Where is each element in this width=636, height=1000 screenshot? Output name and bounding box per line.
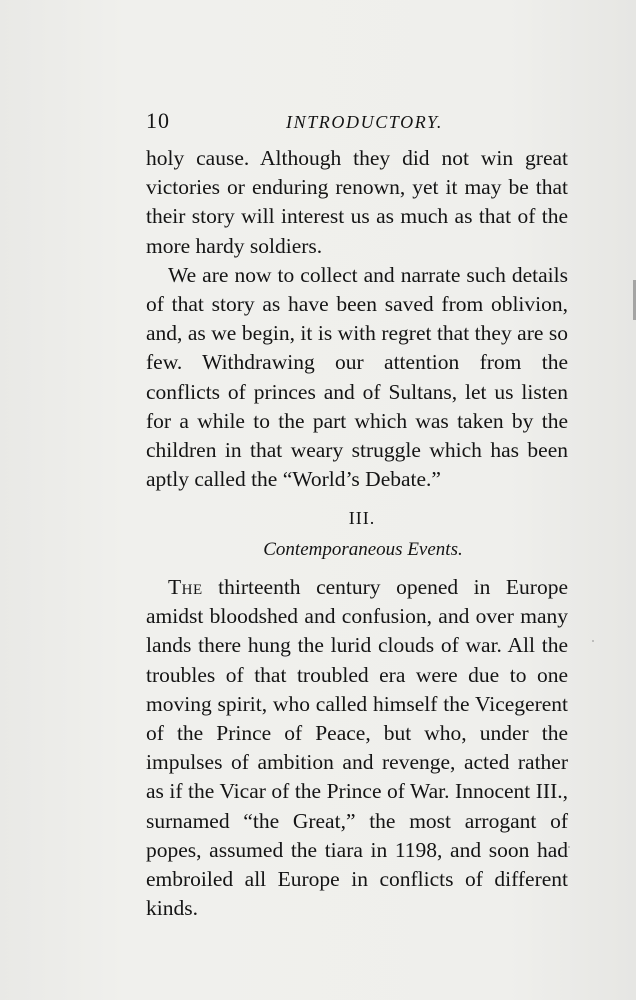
paragraph: We are now to collect and narrate such details of that story as have been saved from oblivion, and, as we begin, it is with regret that they are so few. Withdrawing our attention from the conflicts of princes and of Sultans, let us listen for a while to the part which was taken by the children in that weary struggle which has been aptly called the “World’s Debate.” (146, 262, 568, 492)
section-heading (146, 505, 570, 564)
page-number: 10 (146, 108, 170, 133)
paragraph-continuation: holy cause. Although they did not win great victories or enduring renown, yet it may be that their story will interest us as much as that of the more hardy soldiers. (146, 146, 568, 258)
paper-speck (568, 846, 570, 848)
section-paragraph (146, 573, 568, 923)
running-head: INTRODUCTORY. (286, 112, 444, 132)
page-header (146, 104, 570, 138)
section-body (146, 573, 568, 923)
section-number: III. (348, 508, 376, 528)
body-text (146, 144, 568, 494)
section-title: Contemporaneous Events. (263, 539, 463, 560)
paper-speck (592, 640, 594, 642)
section-paragraph-text: thirteenth century opened in Europe amidst bloodshed and confusion, and over many lands there hung the lurid clouds of war. All the troubles of that troubled era were due to one moving spirit, who called himself the Vicegerent of the Prince of Peace, but who, under the impulses of ambition and revenge, acted rather as if the Vicar of the Prince of War. Innocent III., surnamed “the Great,” the most arrogant of popes, assumed the tiara in 1198, and soon had embroiled all Europe in conflicts of different kinds. (146, 575, 568, 921)
section-lead-word: The (168, 575, 203, 599)
